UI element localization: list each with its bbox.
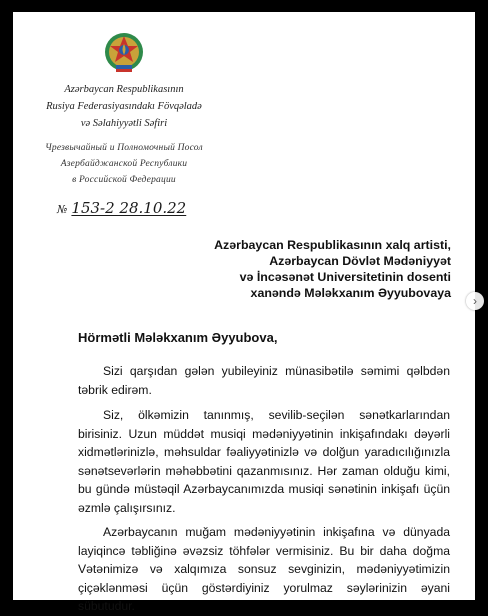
letter-page bbox=[13, 12, 475, 613]
salutation: Hörmətli Mələkxanım Əyyubova, bbox=[78, 330, 278, 345]
recipient-line-1: Azərbaycan Respublikasının xalq artisti, bbox=[214, 238, 451, 252]
reference-number bbox=[57, 199, 186, 217]
recipient-block bbox=[214, 237, 451, 301]
paragraph-1: Sizi qarşıdan gələn yubileyiniz münasibətilə səmimi qəlbdən təbrik edirəm. bbox=[78, 364, 450, 397]
letterhead-az-line-1: Azərbaycan Respublikasının bbox=[64, 84, 184, 95]
reference-number-value: 153-2 28.10.22 bbox=[71, 199, 187, 217]
letterhead-az-line-3: və Səlahiyyətli Səfiri bbox=[80, 118, 168, 129]
letterhead-ru-line-1: Чрезвычайный и Полномочный Посол bbox=[45, 143, 203, 153]
letterhead-ru-line-2: Азербайджанской Республики bbox=[60, 159, 188, 169]
recipient-line-3: və İncəsənət Universitetinin dosenti bbox=[239, 270, 451, 284]
paragraph-2: Siz, ölkəmizin tanınmış, sevilib-seçilən sənətkarlarından birisiniz. Uzun müddət musiqi mədəniyyətinin inkişafındakı dəyərli xidmətlərinizlə, məhsuldar fəaliyyətinizlə və dolğun yaradıcılığınızla sənətsevərlərin məhəbbətini qazanmısınız. Hər zaman olduğu kimi, bu gündə müstəqil Azərbaycanımızda musiqi sənətinin inkişafı üçün əzmlə çalışırsınız. bbox=[78, 408, 450, 515]
letterhead-az-line-2: Rusiya Federasiyasındakı Fövqəladə bbox=[46, 101, 202, 112]
state-emblem-icon bbox=[104, 30, 144, 74]
letterhead-ru-line-3: в Российской Федерации bbox=[72, 175, 176, 185]
paragraph-3: Azərbaycanın muğam mədəniyyətinin inkişafına və dünyada layiqincə təbliğinə əvəzsiz töhfələr vermisiniz. Bu bir daha doğma Vətənimizə və xalqımıza sonsuz sevginizin, mədəniyyətimizin çiçəklənməsi üçün göstərdiyiniz yorulmaz səylərinizin əyani sübutudur. bbox=[78, 525, 450, 613]
chevron-right-icon[interactable]: › bbox=[466, 292, 484, 310]
recipient-line-2: Azərbaycan Dövlət Mədəniyyət bbox=[269, 254, 451, 268]
recipient-line-4: xanəndə Mələkxanım Əyyubovaya bbox=[250, 286, 451, 300]
reference-number-label: № bbox=[57, 203, 68, 216]
